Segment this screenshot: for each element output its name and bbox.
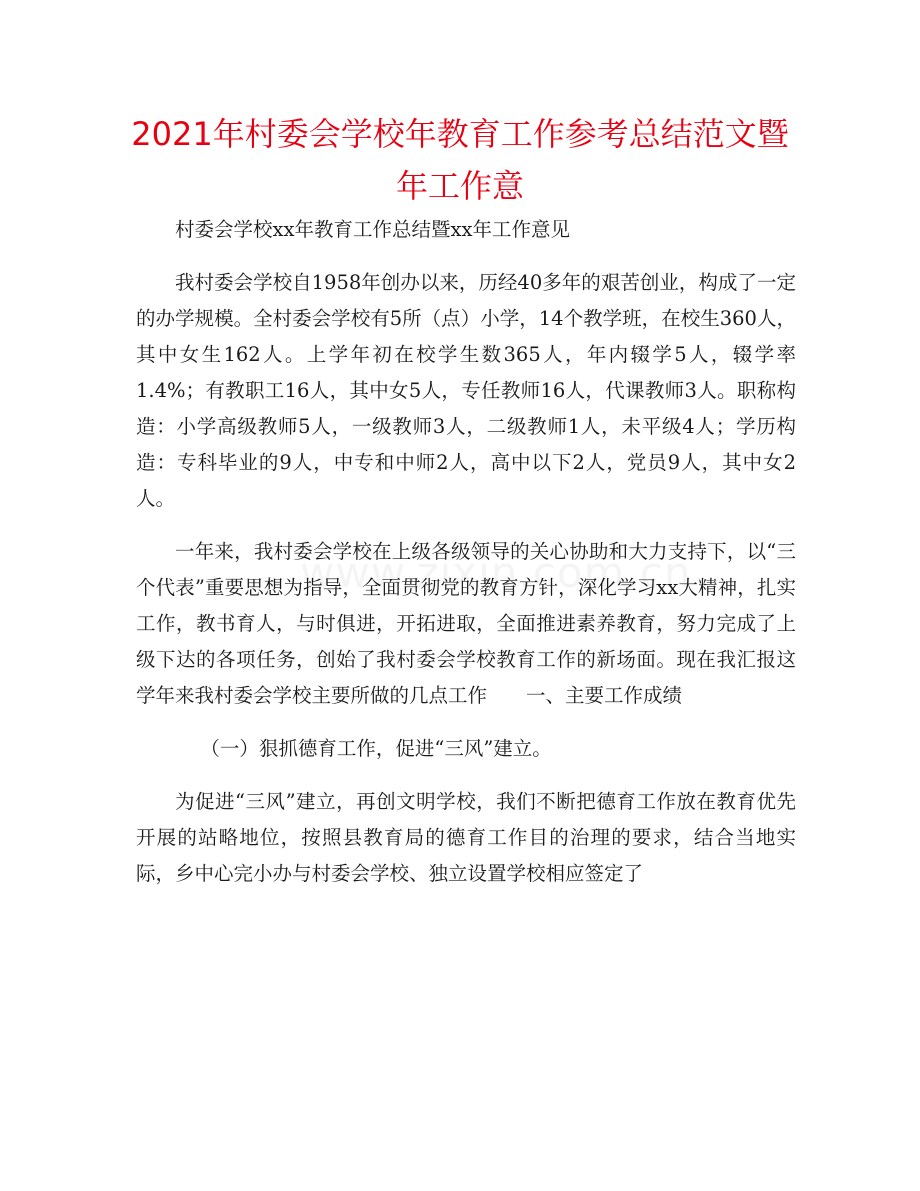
paragraph-moral-education: 为促进“三风”建立，再创文明学校，我们不断把德育工作放在教育优先开展的站略地位，按照县教育局的德育工作目的治理的要求，结合当地实际，乡中心完小办与村委会学校、独立设置学校相应签定了	[136, 790, 796, 885]
document-body	[136, 212, 796, 909]
document-title: 2021年村委会学校年教育工作参考总结范文暨年工作意	[131, 115, 789, 205]
paragraph-subtitle: 村委会学校xx年教育工作总结暨xx年工作意见	[175, 218, 570, 241]
paragraph-overview: 我村委会学校自1958年创办以来，历经40多年的艰苦创业，构成了一定的办学规模。全村委会学校有5所（点）小学，14个教学班，在校生360人，其中女生162人。上学年初在校学生数365人，年内辍学5人，辍学率1.4%；有教职工16人，其中女5人，专任教师16人，代课教师3人。职称构造：小学高级教师5人，一级教师3人，二级教师1人，未平级4人；学历构造：专科毕业的9人，中专和中师2人，高中以下2人，党员9人，其中女2人。	[136, 271, 796, 510]
paragraph-section-heading: （一）狠抓德育工作，促进“三风”建立。	[200, 737, 552, 760]
paragraph-summary: 一年来，我村委会学校在上级各级领导的关心协助和大力支持下，以“三个代表”重要思想为指导，全面贯彻党的教育方针，深化学习xx大精神，扎实工作，教书育人，与时俱进，开拓进取，全面推进素养教育，努力完成了上级下达的各项任务，创始了我村委会学校教育工作的新场面。现在我汇报这学年来我村委会学校主要所做的几点工作 一、主要工作成绩	[136, 540, 796, 707]
